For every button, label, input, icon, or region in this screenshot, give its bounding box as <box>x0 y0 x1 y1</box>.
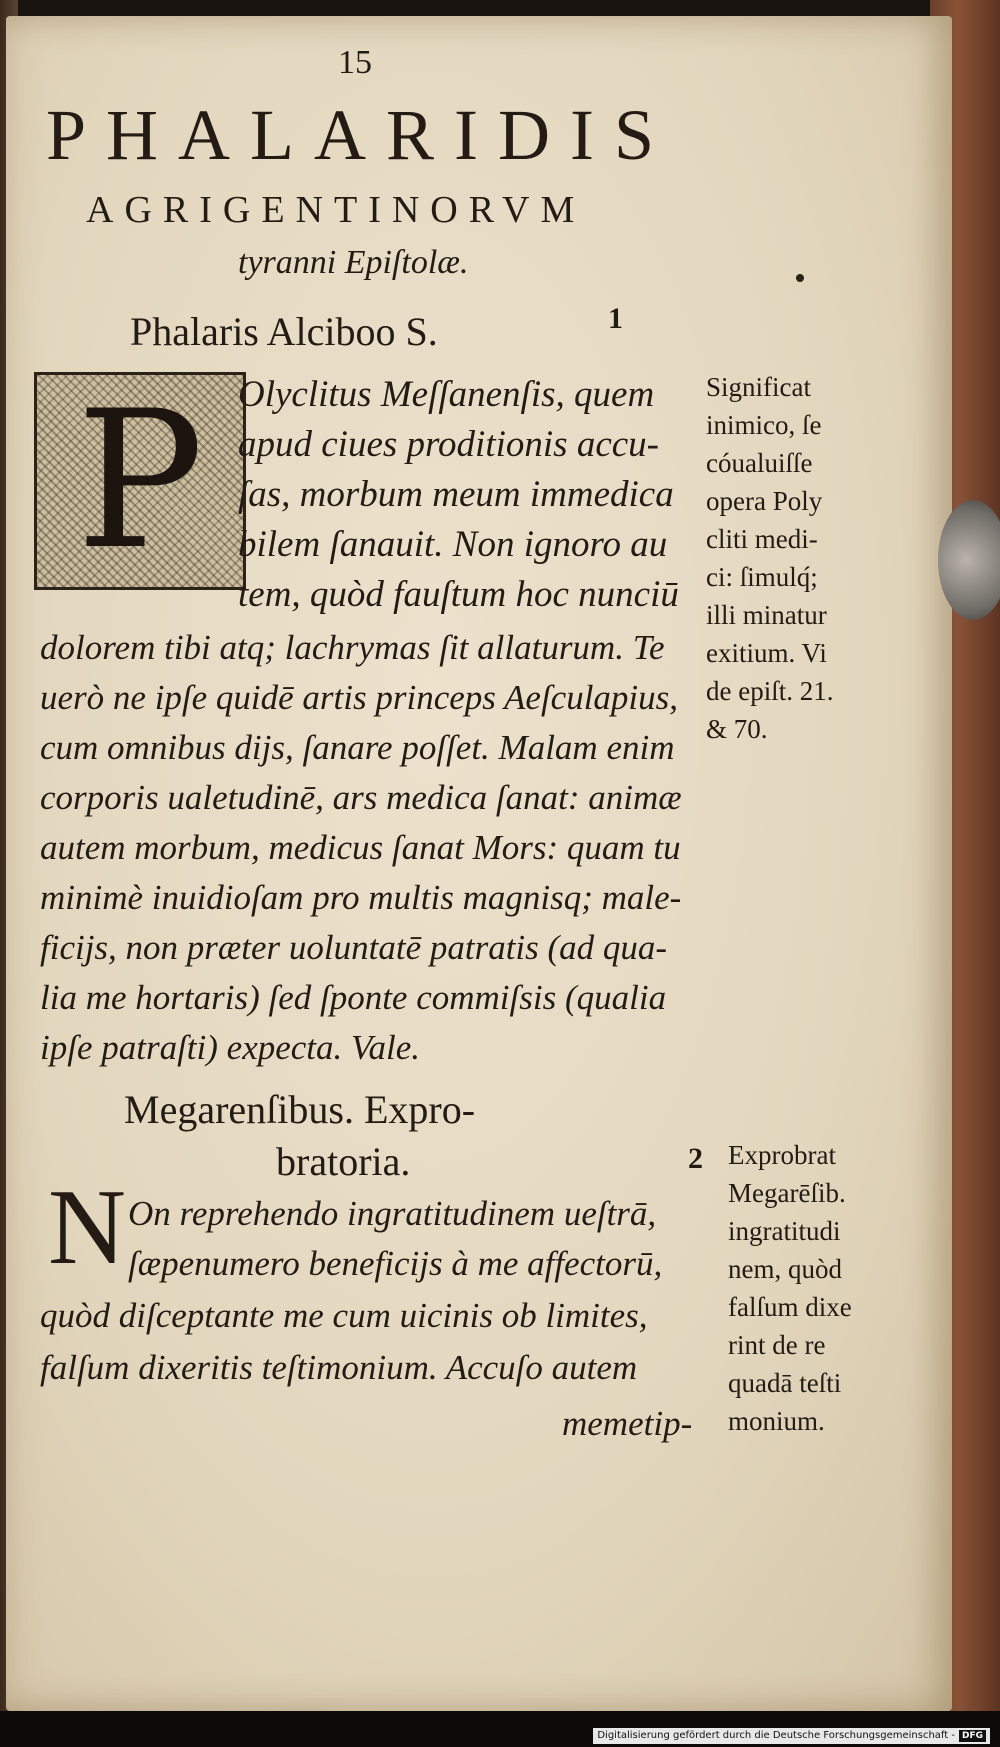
letter1-number: 1 <box>608 302 623 335</box>
book-page <box>6 16 952 1711</box>
letter2-line: quòd diſceptante me cum uicinis ob limites, <box>40 1296 648 1335</box>
margin-note-line: Significat <box>706 372 811 402</box>
margin-note-line: de epiſt. 21. <box>706 676 834 706</box>
letter2-line: falſum dixeritis teſtimonium. Accuſo autem <box>40 1348 638 1387</box>
margin-note-line: Exprobrat <box>728 1140 836 1170</box>
margin-note-line: falſum dixe <box>728 1292 852 1322</box>
ink-dot <box>796 274 804 282</box>
letter1-line: uerò ne ipſe quidē artis princeps Aeſculapius, <box>40 678 679 717</box>
letter1-line: lia me hortaris) ſed ſponte commiſsis (qualia <box>40 978 667 1017</box>
initial-letter-n: N <box>48 1168 126 1287</box>
letter1-line: ſas, morbum meum immedica <box>238 474 674 515</box>
dfg-logo: DFG <box>959 1730 986 1742</box>
credit-text: Digitalisierung gefördert durch die Deutsche Forschungsgemeinschaft - <box>597 1730 955 1741</box>
letter1-heading: Phalaris Alciboo S. <box>130 309 438 354</box>
page-number: 15 <box>338 44 372 81</box>
margin-note-line: ingratitudi <box>728 1216 841 1246</box>
letter1-line: minimè inuidioſam pro multis magnisq; male- <box>40 878 682 917</box>
letter2-line: On reprehendo ingratitudinem ueſtrā, <box>128 1194 657 1233</box>
margin-note-line: ci: ſimulq́; <box>706 562 818 592</box>
margin-note-line: quadā teſti <box>728 1368 842 1398</box>
margin-note-line: monium. <box>728 1406 825 1436</box>
letter2-heading: Megarenſibus. Expro- <box>124 1087 476 1132</box>
letter1-line: corporis ualetudinē, ars medica ſanat: animæ <box>40 778 682 817</box>
page-subtitle: AGRIGENTINORVM <box>86 189 586 231</box>
letter1-line: dolorem tibi atq; lachrymas ſit allaturum. Te <box>40 628 665 667</box>
digitization-credit <box>593 1728 990 1744</box>
decorated-initial <box>34 372 246 590</box>
page-title: PHALARIDIS <box>46 95 675 175</box>
margin-note-line: opera Poly <box>706 486 823 516</box>
margin-note-line: cliti medi- <box>706 524 818 554</box>
margin-note-line: nem, quòd <box>728 1254 842 1284</box>
letter1-line: cum omnibus dijs, ſanare poſſet. Malam enim <box>40 728 675 767</box>
margin-note-line: Megarēſib. <box>728 1178 846 1208</box>
letter2-heading-cont: bratoria. <box>276 1139 411 1184</box>
margin-note-line: inimico, ſe <box>706 410 822 440</box>
letter1-line: apud ciues proditionis accu- <box>238 424 659 465</box>
letter1-line: bilem ſanauit. Non ignoro au <box>238 524 668 565</box>
letter2-number: 2 <box>688 1142 703 1175</box>
margin-note-line: & 70. <box>706 714 768 744</box>
margin-note-line: cóualuiſſe <box>706 448 813 478</box>
margin-note-line: exitium. Vi <box>706 638 827 668</box>
catchword: memetip- <box>562 1404 693 1443</box>
page-subtitle-italic: tyranni Epiſtolæ. <box>238 244 469 281</box>
margin-note-line: rint de re <box>728 1330 826 1360</box>
letter1-line: ficijs, non præter uoluntatē patratis (ad qua- <box>40 928 668 967</box>
letter1-line: autem morbum, medicus ſanat Mors: quam tu <box>40 828 681 867</box>
letter1-line: Olyclitus Meſſanenſis, quem <box>238 374 655 415</box>
letter1-line: ipſe patraſti) expecta. Vale. <box>40 1028 421 1067</box>
initial-letter-p: P <box>76 370 204 591</box>
margin-note-line: illi minatur <box>706 600 827 630</box>
letter2-line: ſæpenumero beneficijs à me affectorū, <box>128 1244 663 1283</box>
letter1-line: tem, quòd fauſtum hoc nunciū <box>238 574 679 615</box>
book-clasp <box>938 500 1000 620</box>
